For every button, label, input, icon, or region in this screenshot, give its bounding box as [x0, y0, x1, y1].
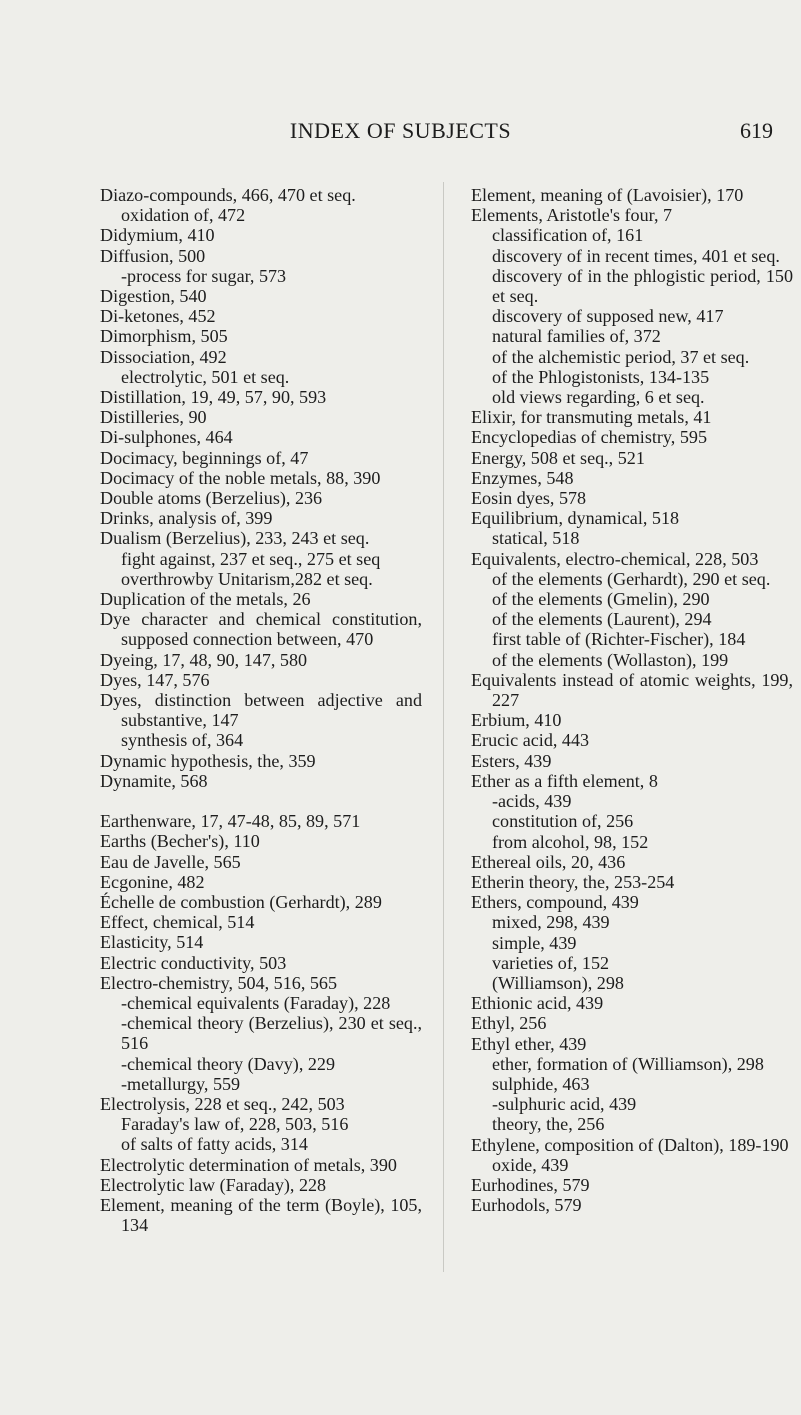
index-subentry: Faraday's law of, 228, 503, 516 — [121, 1114, 349, 1135]
index-subentry: electrolytic, 501 et seq. — [121, 366, 290, 387]
index-entry: Electrolysis, 228 et seq., 242, 503 — [100, 1093, 345, 1114]
index-entry: Ether as a fifth element, 8 — [471, 770, 658, 791]
index-subentry: first table of (Richter-Fischer), 184 — [492, 629, 746, 650]
index-subentry: varieties of, 152 — [492, 952, 610, 973]
index-entry: Equivalents, electro-chemical, 228, 503 — [471, 548, 759, 569]
index-entry: Equilibrium, dynamical, 518 — [471, 508, 680, 529]
index-entry: Energy, 508 et seq., 521 — [471, 447, 645, 468]
index-entry: Enzymes, 548 — [471, 467, 574, 488]
index-entry: Dynamite, 568 — [100, 770, 208, 791]
index-subentry: fight against, 237 et seq., 275 et seq — [121, 548, 381, 569]
index-entry: Digestion, 540 — [100, 286, 207, 307]
index-entry: Ethyl, 256 — [471, 1013, 547, 1034]
index-entry: Equivalents instead of atomic weights, 199, 227 — [471, 669, 793, 711]
index-entry: Échelle de combustion (Gerhardt), 289 — [100, 891, 382, 912]
index-entry: Dyeing, 17, 48, 90, 147, 580 — [100, 649, 308, 670]
index-entry: Double atoms (Berzelius), 236 — [100, 488, 323, 509]
index-subentry: mixed, 298, 439 — [492, 912, 610, 933]
index-entry: Erucic acid, 443 — [471, 730, 590, 751]
index-entry: Ethereal oils, 20, 436 — [471, 851, 626, 872]
index-subentry: -metallurgy, 559 — [121, 1073, 241, 1094]
index-subentry: natural families of, 372 — [492, 326, 661, 347]
index-entry: Docimacy of the noble metals, 88, 390 — [100, 467, 381, 488]
index-subentry: oxide, 439 — [492, 1154, 569, 1175]
index-entry: Dissociation, 492 — [100, 346, 227, 367]
index-entry: Eurhodols, 579 — [471, 1195, 582, 1216]
index-entry: Dimorphism, 505 — [100, 326, 228, 347]
index-subentry: old views regarding, 6 et seq. — [492, 387, 705, 408]
index-entry: Dyes, distinction between adjective and substantive, 147 — [100, 690, 422, 731]
index-subentry: -chemical equivalents (Faraday), 228 — [121, 992, 391, 1013]
index-entry: Docimacy, beginnings of, 47 — [100, 447, 309, 468]
index-column-right — [471, 185, 793, 1215]
column-divider — [443, 182, 444, 1272]
index-subentry: theory, the, 256 — [492, 1114, 605, 1135]
index-subentry: discovery of in recent times, 401 et seq. — [492, 245, 780, 266]
index-entry: Ethyl ether, 439 — [471, 1033, 587, 1054]
index-entry: Element, meaning of the term (Boyle), 105, 134 — [100, 1194, 422, 1236]
index-entry: Earthenware, 17, 47-48, 85, 89, 571 — [100, 811, 361, 832]
index-subentry: -process for sugar, 573 — [121, 265, 287, 286]
index-subentry: of the elements (Gmelin), 290 — [492, 589, 710, 610]
index-entry: Di-ketones, 452 — [100, 306, 216, 327]
index-entry: Diffusion, 500 — [100, 245, 206, 266]
index-entry: Dualism (Berzelius), 233, 243 et seq. — [100, 528, 370, 549]
index-entry: Dynamic hypothesis, the, 359 — [100, 750, 316, 771]
index-entry: Earths (Becher's), 110 — [100, 831, 260, 852]
index-entry: Di-sulphones, 464 — [100, 427, 233, 448]
index-entry: Distillation, 19, 49, 57, 90, 593 — [100, 387, 327, 408]
index-subentry: (Williamson), 298 — [492, 972, 624, 993]
index-entry: Ethylene, composition of (Dalton), 189-190 — [471, 1134, 789, 1155]
index-subentry: -chemical theory (Berzelius), 230 et seq., 516 — [121, 1013, 422, 1054]
index-entry: Duplication of the metals, 26 — [100, 589, 311, 610]
index-entry: Diazo-compounds, 466, 470 et seq. — [100, 185, 356, 205]
index-subentry: -sulphuric acid, 439 — [492, 1094, 637, 1115]
index-subentry: oxidation of, 472 — [121, 205, 246, 226]
index-subentry: of the alchemistic period, 37 et seq. — [492, 346, 750, 367]
index-entry: Erbium, 410 — [471, 710, 562, 731]
index-column-left — [100, 185, 422, 1235]
index-subentry: simple, 439 — [492, 932, 577, 953]
index-subentry: of the elements (Gerhardt), 290 et seq. — [492, 568, 771, 589]
index-subentry: constitution of, 256 — [492, 811, 634, 832]
index-entry: Ethionic acid, 439 — [471, 993, 604, 1014]
index-subentry: of the elements (Laurent), 294 — [492, 609, 712, 630]
index-entry: Ethers, compound, 439 — [471, 892, 639, 913]
index-entry: Elixir, for transmuting metals, 41 — [471, 407, 712, 428]
index-subentry: discovery of supposed new, 417 — [492, 306, 724, 327]
index-subentry: classification of, 161 — [492, 225, 644, 246]
index-entry: Esters, 439 — [471, 750, 552, 771]
index-entry: Elements, Aristotle's four, 7 — [471, 205, 673, 226]
index-entry: Elasticity, 514 — [100, 932, 204, 953]
page-title: INDEX OF SUBJECTS — [289, 118, 512, 143]
index-subentry: statical, 518 — [492, 528, 580, 549]
index-subentry: synthesis of, 364 — [121, 730, 244, 751]
index-subentry: overthrowby Unitarism,282 et seq. — [121, 568, 373, 589]
index-entry: Element, meaning of (Lavoisier), 170 — [471, 185, 744, 205]
index-subentry: of the elements (Wollaston), 199 — [492, 649, 729, 670]
index-subentry: of salts of fatty acids, 314 — [121, 1134, 308, 1155]
index-entry: Distilleries, 90 — [100, 407, 207, 428]
index-entry: Didymium, 410 — [100, 225, 215, 246]
index-subentry: discovery of in the phlogistic period, 150 et seq. — [492, 265, 793, 307]
index-entry: Eosin dyes, 578 — [471, 488, 587, 509]
index-entry: Ecgonine, 482 — [100, 871, 205, 892]
index-entry: Eau de Javelle, 565 — [100, 851, 241, 872]
index-entry: Dyes, 147, 576 — [100, 669, 210, 690]
index-subentry: -chemical theory (Davy), 229 — [121, 1053, 336, 1074]
index-entry: Encyclopedias of chemistry, 595 — [471, 427, 707, 448]
page-number: 619 — [740, 118, 773, 143]
index-entry: Etherin theory, the, 253-254 — [471, 871, 675, 892]
index-entry: Electrolytic determination of metals, 390 — [100, 1154, 397, 1175]
index-subentry: of the Phlogistonists, 134-135 — [492, 366, 710, 387]
index-subentry: ether, formation of (Williamson), 298 — [492, 1053, 764, 1074]
index-subentry: from alcohol, 98, 152 — [492, 831, 649, 852]
index-entry: Electric conductivity, 503 — [100, 952, 287, 973]
index-entry: Eurhodines, 579 — [471, 1174, 590, 1195]
index-entry: Effect, chemical, 514 — [100, 912, 255, 933]
running-head — [0, 118, 801, 148]
index-subentry: sulphide, 463 — [492, 1073, 590, 1094]
index-subentry: -acids, 439 — [492, 791, 572, 812]
index-entry: Electro-chemistry, 504, 516, 565 — [100, 972, 338, 993]
index-entry: Dye character and chemical constitution, supposed connection between, 470 — [100, 609, 422, 650]
index-entry: Electrolytic law (Faraday), 228 — [100, 1174, 327, 1195]
index-entry: Drinks, analysis of, 399 — [100, 508, 273, 529]
